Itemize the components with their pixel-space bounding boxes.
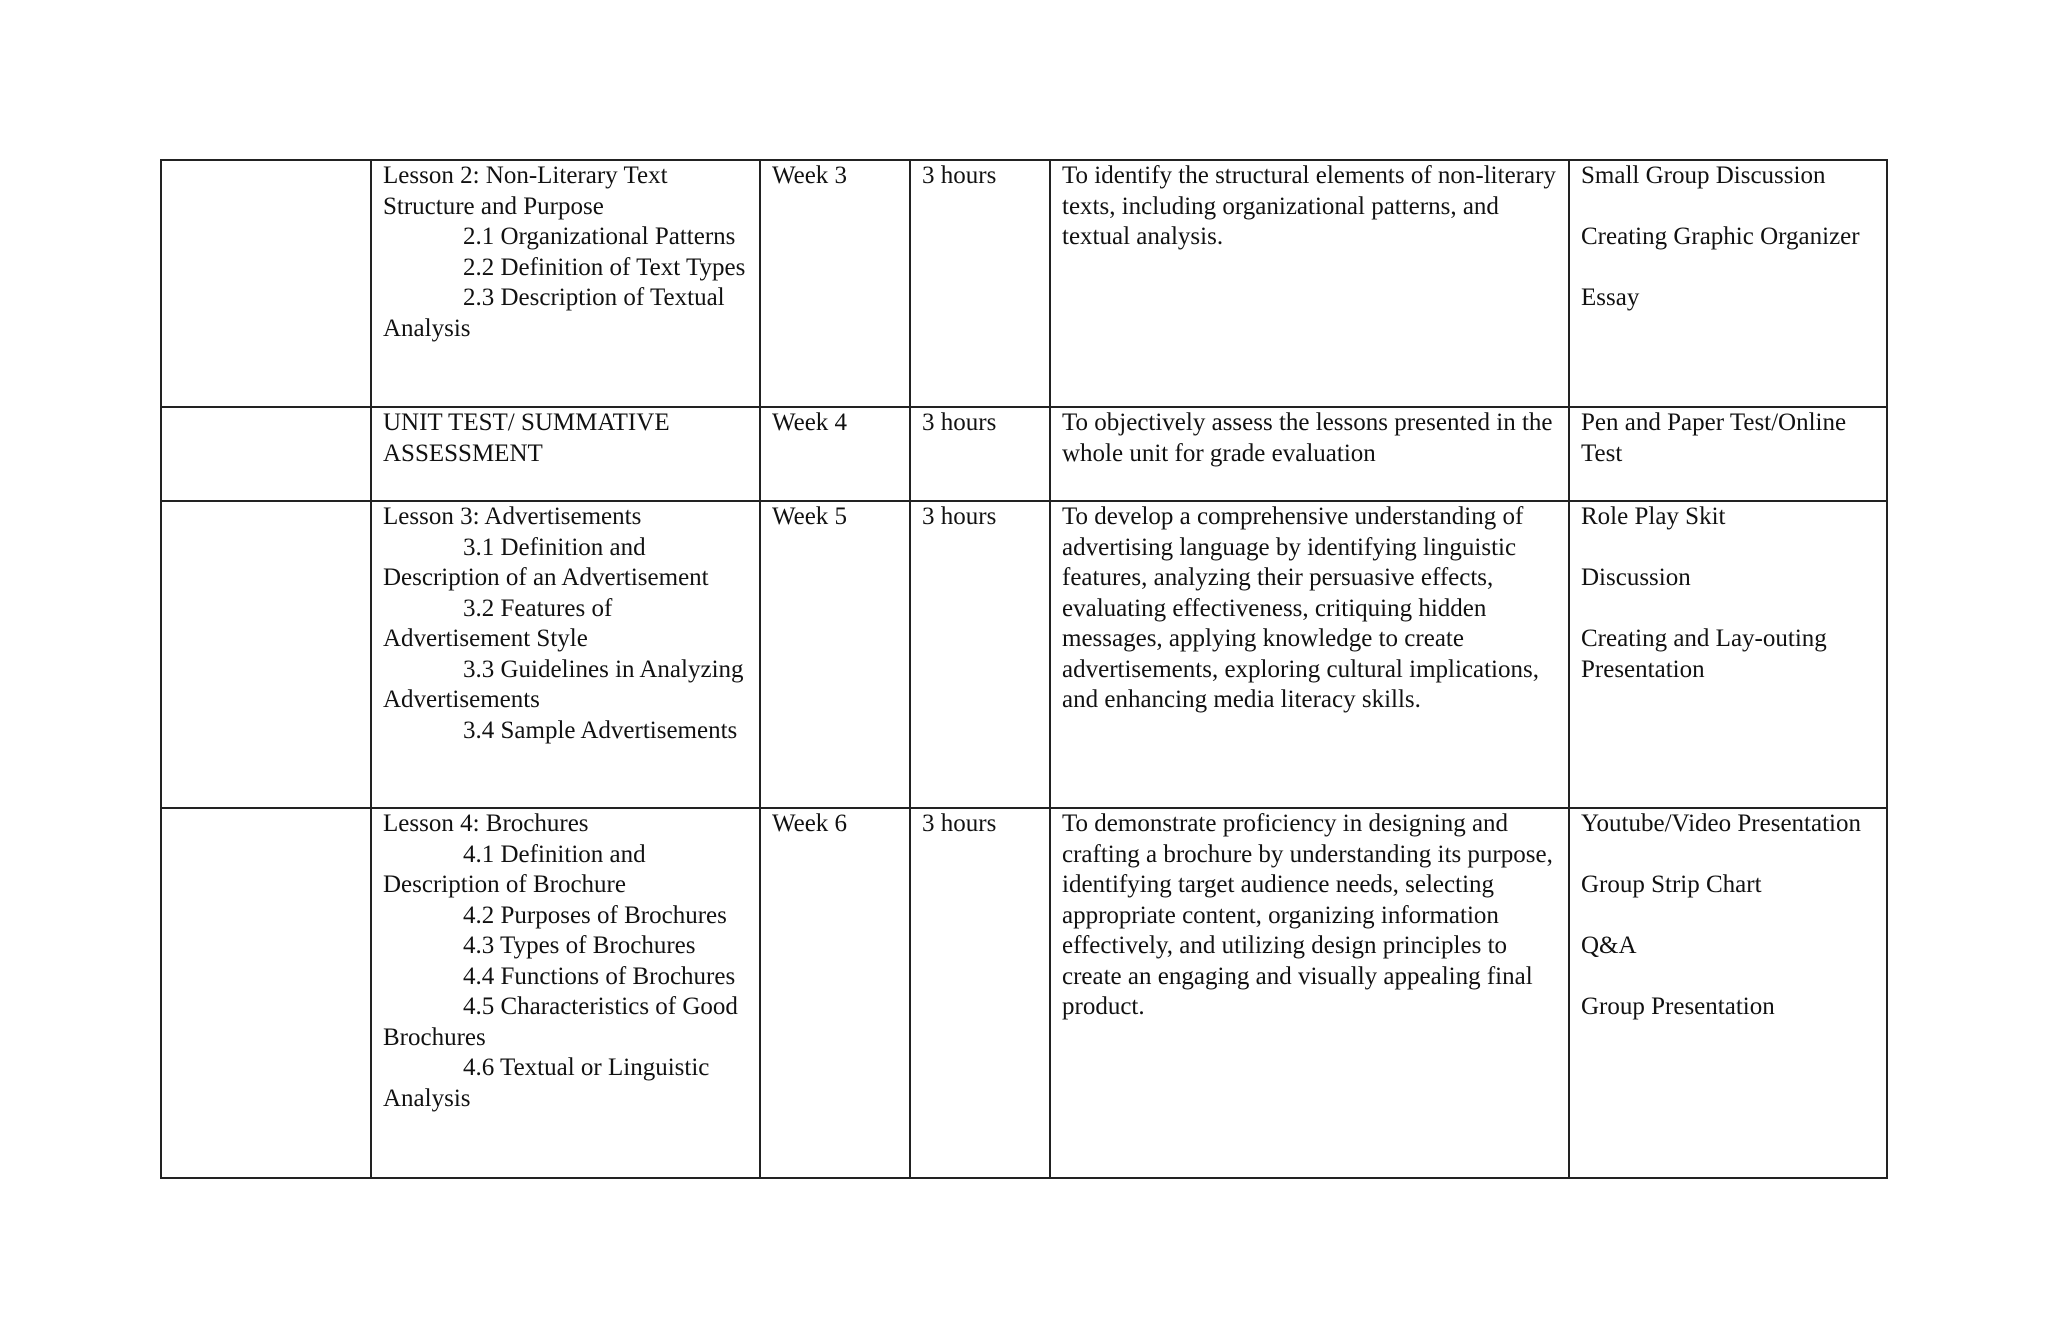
activities-cell bbox=[1569, 808, 1887, 1178]
activity-item: Pen and Paper Test/Online Test bbox=[1581, 409, 1847, 467]
week-cell bbox=[760, 160, 910, 407]
topic-title: Lesson 2: Non-Literary Text Structure and Purpose bbox=[383, 162, 668, 220]
time-text: 3 hours bbox=[922, 162, 997, 189]
time-text: 3 hours bbox=[922, 810, 997, 837]
time-cell bbox=[910, 407, 1050, 501]
activity-item: Discussion bbox=[1581, 564, 1691, 591]
subtopic: 4.6 Textual or Linguistic Analysis bbox=[383, 1054, 710, 1112]
subtopic: 3.2 Features of Advertisement Style bbox=[383, 594, 613, 652]
week-text: Week 5 bbox=[772, 503, 848, 530]
table-row bbox=[161, 808, 1887, 1178]
subtopic: 4.2 Purposes of Brochures bbox=[463, 901, 727, 929]
activity-item: Q&A bbox=[1581, 932, 1637, 959]
week-text: Week 3 bbox=[772, 162, 848, 189]
week-cell bbox=[760, 407, 910, 501]
activity-item: Youtube/Video Presentation bbox=[1581, 810, 1861, 837]
subtopic: 3.3 Guidelines in Analyzing Advertisements bbox=[383, 655, 744, 713]
objective-cell bbox=[1050, 160, 1569, 407]
topic-cell bbox=[371, 808, 760, 1178]
subtopic: 2.3 Description of Textual Analysis bbox=[383, 284, 725, 342]
week-cell bbox=[760, 501, 910, 808]
subtopic: 4.4 Functions of Brochures bbox=[463, 962, 736, 990]
activity-item: Creating and Lay-outing Presentation bbox=[1581, 625, 1827, 683]
activities-cell bbox=[1569, 501, 1887, 808]
subtopic: 4.5 Characteristics of Good Brochures bbox=[383, 993, 738, 1051]
topic-title: UNIT TEST/ SUMMATIVE ASSESSMENT bbox=[383, 409, 670, 467]
topic-cell bbox=[371, 501, 760, 808]
objective-cell bbox=[1050, 407, 1569, 501]
unit-cell bbox=[161, 160, 371, 407]
objective-cell bbox=[1050, 808, 1569, 1178]
time-cell bbox=[910, 808, 1050, 1178]
subtopic: 3.1 Definition and Description of an Advertisement bbox=[383, 533, 709, 591]
topic-title: Lesson 3: Advertisements bbox=[383, 503, 642, 530]
unit-cell bbox=[161, 501, 371, 808]
activity-item: Group Strip Chart bbox=[1581, 871, 1762, 898]
table-row bbox=[161, 160, 1887, 407]
activities-cell bbox=[1569, 407, 1887, 501]
activity-item: Creating Graphic Organizer bbox=[1581, 223, 1860, 250]
objective-text: To identify the structural elements of non-literary texts, including organizational patterns, and textual analysis. bbox=[1062, 162, 1556, 250]
objective-text: To demonstrate proficiency in designing and crafting a brochure by understanding its purpose, identifying target audience needs, selecting appropriate content, organizing information effectively, and utilizing design principles to create an engaging and visually appealing final product. bbox=[1062, 810, 1553, 1020]
unit-cell bbox=[161, 808, 371, 1178]
activity-item: Group Presentation bbox=[1581, 993, 1775, 1020]
unit-cell bbox=[161, 407, 371, 501]
subtopic: 2.2 Definition of Text Types bbox=[463, 253, 746, 281]
objective-cell bbox=[1050, 501, 1569, 808]
week-cell bbox=[760, 808, 910, 1178]
objective-text: To develop a comprehensive understanding of advertising language by identifying linguistic features, analyzing their persuasive effects, evaluating effectiveness, critiquing hidden messages, applying knowledge to create advertisements, exploring cultural implications, and enhancing media literacy skills. bbox=[1062, 503, 1539, 713]
course-plan-table bbox=[160, 159, 1888, 1179]
week-text: Week 6 bbox=[772, 810, 848, 837]
time-text: 3 hours bbox=[922, 409, 997, 436]
topic-cell bbox=[371, 407, 760, 501]
activities-cell bbox=[1569, 160, 1887, 407]
topic-title: Lesson 4: Brochures bbox=[383, 810, 589, 837]
time-cell bbox=[910, 501, 1050, 808]
table-row bbox=[161, 407, 1887, 501]
activity-item: Role Play Skit bbox=[1581, 503, 1726, 530]
subtopic: 4.1 Definition and Description of Brochure bbox=[383, 840, 646, 898]
objective-text: To objectively assess the lessons presented in the whole unit for grade evaluation bbox=[1062, 409, 1553, 467]
activity-item: Essay bbox=[1581, 284, 1640, 311]
time-cell bbox=[910, 160, 1050, 407]
topic-cell bbox=[371, 160, 760, 407]
subtopic: 2.1 Organizational Patterns bbox=[463, 223, 736, 250]
subtopic: 3.4 Sample Advertisements bbox=[463, 716, 738, 744]
table-row bbox=[161, 501, 1887, 808]
activity-item: Small Group Discussion bbox=[1581, 162, 1826, 189]
time-text: 3 hours bbox=[922, 503, 997, 530]
subtopic: 4.3 Types of Brochures bbox=[463, 932, 696, 959]
week-text: Week 4 bbox=[772, 409, 848, 436]
